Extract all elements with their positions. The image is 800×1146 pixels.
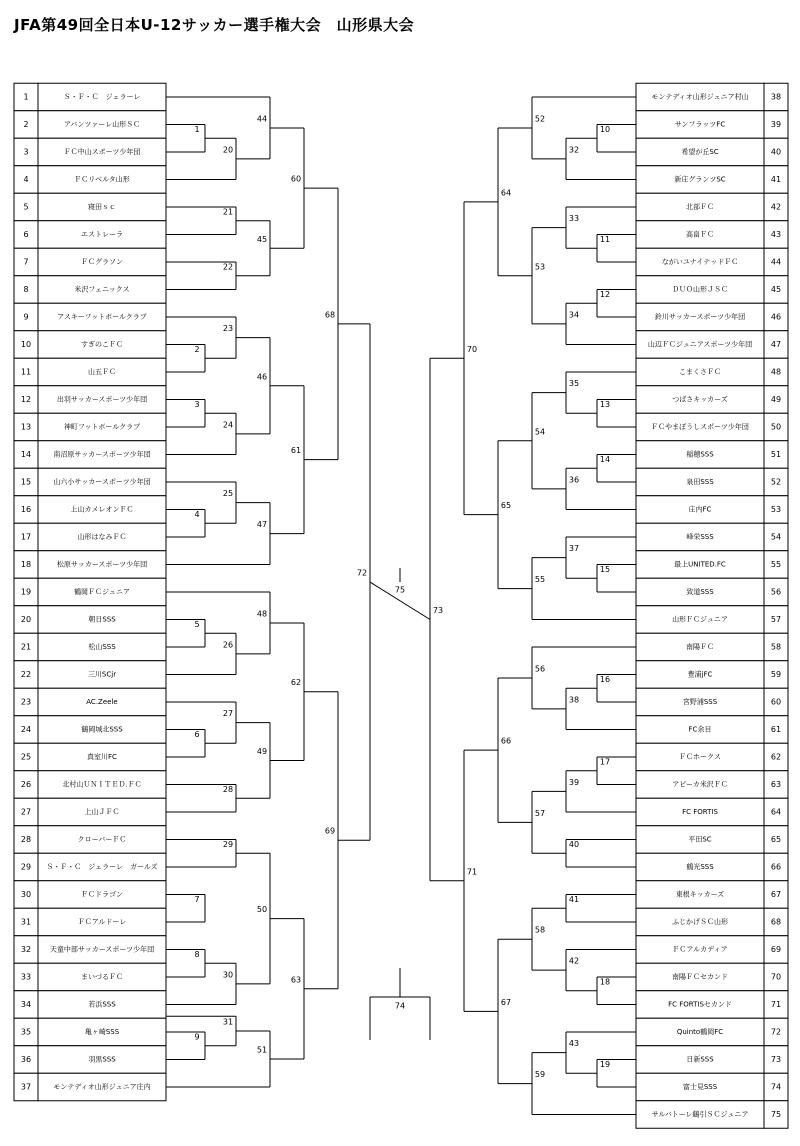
seed-number: 18: [20, 560, 32, 569]
seed-number: 62: [770, 752, 782, 762]
seed-number: 21: [20, 642, 32, 652]
seed-number: 57: [770, 615, 782, 624]
seed-number: 50: [770, 422, 782, 432]
match-number: 53: [534, 262, 546, 272]
seed-number: 14: [20, 450, 32, 459]
match-number: 16: [599, 674, 611, 684]
page-title: JFA第49回全日本U-12サッカー選手権大会 山形県大会: [14, 16, 415, 34]
seed-number: 1: [23, 92, 29, 102]
team-name: 山五ＦＣ: [88, 368, 116, 376]
seed-number: 75: [770, 1110, 782, 1119]
team-name: 鶴光SSS: [686, 863, 714, 871]
match-number: 22: [222, 262, 234, 272]
team-name: Quinto鶴岡FC: [676, 1028, 724, 1036]
team-name: 稲穂SSS: [686, 450, 714, 459]
match-number: 71: [466, 867, 478, 877]
seed-number: 69: [770, 945, 782, 954]
match-number: 31: [222, 1017, 234, 1027]
seed-number: 67: [770, 890, 782, 899]
team-name: 南陽ＦＣ: [686, 643, 714, 651]
seed-number: 46: [770, 312, 782, 322]
match-number: 50: [256, 905, 268, 915]
team-name: Ｓ・Ｆ・Ｃ ジェラーレ ガールズ: [46, 863, 158, 871]
seed-number: 3: [23, 147, 29, 157]
seed-number: 74: [770, 1082, 782, 1092]
match-number: 13: [599, 399, 611, 409]
match-number: 35: [568, 379, 580, 389]
seed-number: 11: [20, 367, 32, 377]
match-number: 10: [599, 124, 611, 134]
team-name: つばさキッカーズ: [672, 395, 728, 404]
match-number: 6: [194, 729, 200, 739]
team-name: アバンツァーレ山形ＳＣ: [63, 120, 141, 129]
team-name: ＦＣやまぼうしスポーツ少年団: [651, 423, 749, 431]
match-number: 1: [194, 124, 200, 134]
seed-number: 73: [770, 1055, 782, 1064]
team-name: 北村山ＵＮＩＴＥＤ.ＦＣ: [62, 780, 142, 789]
team-name: 寝田ｓｃ: [88, 203, 116, 211]
team-name: 東根キッカーズ: [675, 890, 725, 899]
team-name: 最上UNITED.FC: [674, 560, 726, 569]
seed-number: 27: [20, 807, 32, 817]
match-number: 49: [256, 746, 268, 756]
team-name: エストレーラ: [81, 230, 123, 239]
match-number: 62: [290, 678, 302, 688]
match-number: 74: [394, 1001, 406, 1011]
seed-number: 66: [770, 862, 782, 872]
match-number: 60: [290, 174, 302, 184]
team-name: ＦＣドラゴン: [81, 890, 123, 899]
seed-number: 13: [20, 422, 32, 432]
team-name: 致道SSS: [686, 588, 714, 596]
seed-number: 32: [20, 945, 32, 954]
match-number: 66: [500, 736, 512, 746]
seed-number: 19: [20, 587, 32, 597]
team-name: 希望が丘SC: [681, 148, 719, 156]
seed-number: 44: [770, 257, 782, 267]
team-name: 松原サッカースポーツ少年団: [56, 560, 148, 569]
match-number: 47: [256, 520, 268, 530]
match-number: 45: [256, 234, 268, 244]
match-number: 72: [356, 568, 368, 578]
match-number: 40: [568, 839, 580, 849]
match-number: 61: [290, 446, 302, 456]
seed-number: 40: [770, 147, 782, 157]
seed-number: 59: [770, 670, 782, 679]
seed-number: 20: [20, 615, 32, 624]
seed-number: 36: [20, 1055, 32, 1064]
match-number: 55: [534, 575, 546, 585]
team-name: アスキーフットボールクラブ: [57, 313, 147, 321]
match-number: 54: [534, 427, 546, 437]
team-name: 上山カメレオンＦＣ: [70, 505, 134, 514]
seed-number: 37: [20, 1082, 32, 1092]
team-name: 庄内FC: [688, 505, 712, 514]
team-name: すぎのこＦＣ: [81, 340, 123, 349]
seed-number: 70: [770, 972, 782, 982]
match-number: 37: [568, 544, 580, 554]
match-number: 15: [599, 564, 611, 574]
team-name: 天童中部サッカースポーツ少年団: [49, 945, 155, 954]
seed-number: 2: [23, 120, 29, 129]
team-name: 三川SCjr: [87, 670, 117, 679]
seed-number: 65: [770, 835, 782, 844]
match-number: 14: [599, 454, 611, 464]
team-name: 新庄グランツSC: [674, 175, 726, 184]
team-name: 山六小サッカースポーツ少年団: [53, 478, 151, 486]
team-name: モンテディオ山形ジュニア庄内: [53, 1083, 151, 1091]
team-name: 南沼原サッカースポーツ少年団: [53, 450, 151, 459]
team-name: 亀ヶ崎SSS: [84, 1028, 120, 1036]
team-name: ＦＣ中山スポーツ少年団: [63, 148, 141, 156]
match-number: 9: [194, 1032, 200, 1042]
match-number: 23: [222, 324, 234, 334]
team-name: ながいユナイテッドＦＣ: [661, 258, 739, 266]
team-name: 出羽サッカースポーツ少年団: [56, 395, 148, 404]
team-name: FC FORTISセカンド: [668, 1000, 732, 1009]
seed-number: 55: [770, 560, 782, 569]
match-number: 30: [222, 970, 234, 980]
team-name: 平田SC: [688, 835, 712, 844]
match-number: 33: [568, 214, 580, 224]
match-number: 28: [222, 784, 234, 794]
team-name: まいづるＦＣ: [81, 973, 123, 981]
team-name: モンテディオ山形ジュニア村山: [651, 93, 749, 101]
match-number: 12: [599, 289, 611, 299]
team-name: AC.Zeele: [86, 698, 118, 706]
seed-number: 42: [770, 202, 782, 212]
match-number: 67: [500, 997, 512, 1007]
seed-number: 28: [20, 835, 32, 844]
team-name: 山形ＦＣジュニア: [672, 615, 728, 624]
team-name: 米沢フェニックス: [74, 285, 130, 294]
seed-number: 53: [770, 505, 782, 514]
match-number: 25: [222, 489, 234, 499]
match-number: 38: [568, 695, 580, 705]
seed-number: 9: [23, 312, 29, 322]
seed-number: 48: [770, 367, 782, 377]
team-name: 泉田SSS: [686, 478, 714, 486]
seed-number: 41: [770, 175, 782, 184]
seed-number: 24: [20, 725, 32, 734]
match-number: 56: [534, 664, 546, 674]
seed-number: 12: [20, 395, 32, 404]
team-name: クローバーＦＣ: [77, 835, 127, 844]
team-name: ＦＣホークス: [679, 753, 721, 761]
match-number: 26: [222, 640, 234, 650]
match-number: 46: [256, 372, 268, 382]
match-number: 32: [568, 145, 580, 155]
team-name: 豊浦jFC: [687, 670, 713, 679]
match-number: 73: [432, 606, 444, 615]
match-number: 58: [534, 925, 546, 935]
seed-number: 29: [20, 862, 32, 872]
seed-number: 52: [770, 477, 782, 487]
seed-number: 43: [770, 230, 782, 239]
team-name: サンフラッツFC: [674, 120, 726, 129]
seed-number: 17: [20, 532, 32, 542]
team-name: FC FORTIS: [682, 808, 718, 816]
team-name: 山辺ＦＣジュニアスポーツ少年団: [647, 340, 753, 349]
match-number: 70: [466, 344, 478, 354]
team-name: 鶴岡城北SSS: [81, 725, 123, 734]
match-number: 4: [194, 509, 200, 519]
team-name: 宮野浦SSS: [682, 698, 718, 706]
seed-number: 68: [770, 917, 782, 927]
match-number: 20: [222, 145, 234, 155]
team-name: 鈴川サッカースポーツ少年団: [654, 313, 746, 321]
team-name: こまくさＦＣ: [679, 368, 721, 376]
match-number: 34: [568, 310, 580, 320]
match-number: 27: [222, 709, 234, 719]
seed-number: 6: [23, 230, 29, 239]
team-name: ＤＵＯ山形ＪＳＣ: [672, 285, 728, 294]
team-name: 南陽ＦＣセカンド: [672, 973, 728, 981]
team-name: 峰栄SSS: [686, 533, 714, 541]
match-number: 39: [568, 777, 580, 787]
match-number: 36: [568, 475, 580, 485]
seed-number: 54: [770, 532, 782, 542]
match-number: 17: [599, 757, 611, 767]
seed-number: 58: [770, 642, 782, 652]
match-number: 57: [534, 808, 546, 818]
seed-number: 35: [20, 1027, 32, 1037]
match-number: 24: [222, 420, 234, 430]
team-name: 山形はなみＦＣ: [77, 533, 127, 541]
team-name: 富士見SSS: [682, 1083, 718, 1091]
match-number: 41: [568, 894, 580, 904]
seed-number: 49: [770, 395, 782, 404]
match-number: 5: [194, 619, 200, 629]
team-name: ＦＣアルカディア: [672, 945, 728, 954]
seed-number: 7: [23, 257, 29, 267]
team-name: サルバトーレ鶴引ＳＣジュニア: [651, 1110, 749, 1119]
team-name: 日新SSS: [686, 1055, 714, 1064]
match-number: 69: [324, 826, 336, 836]
match-number: 8: [194, 949, 200, 959]
match-number: 48: [256, 609, 268, 619]
team-name: 若浜SSS: [88, 1000, 116, 1009]
team-name: アビーカ米沢ＦＣ: [672, 780, 728, 789]
match-number: 43: [568, 1039, 580, 1049]
seed-number: 56: [770, 587, 782, 597]
team-name: 北部ＦＣ: [686, 203, 714, 211]
match-number: 68: [324, 310, 336, 320]
match-number: 42: [568, 956, 580, 966]
team-name: FC余目: [688, 725, 712, 734]
seed-number: 33: [20, 972, 32, 982]
seed-number: 15: [20, 477, 32, 487]
match-number: 7: [194, 894, 200, 904]
match-number: 64: [500, 188, 512, 198]
seed-number: 31: [20, 917, 32, 927]
match-number: 65: [500, 501, 512, 511]
team-name: 松山SSS: [88, 643, 116, 651]
seed-number: 26: [20, 780, 32, 789]
seed-number: 22: [20, 670, 32, 679]
team-name: Ｓ・Ｆ・Ｃ ジェラーレ: [63, 93, 141, 101]
seed-number: 60: [770, 697, 782, 707]
team-name: 真室川FC: [87, 753, 117, 761]
seed-number: 23: [20, 697, 32, 707]
match-number: 59: [534, 1070, 546, 1080]
seed-number: 8: [23, 285, 29, 294]
match-number: 75: [394, 585, 406, 595]
match-number: 18: [599, 977, 611, 987]
match-number: 52: [534, 114, 546, 124]
seed-number: 25: [20, 752, 32, 762]
team-name: ふじかげＳＣ山形: [672, 918, 728, 926]
match-number: 3: [194, 399, 200, 409]
seed-number: 39: [770, 120, 782, 129]
seed-number: 30: [20, 890, 32, 899]
seed-number: 38: [770, 92, 782, 102]
seed-number: 4: [23, 175, 29, 184]
match-number: 51: [256, 1045, 268, 1055]
seed-number: 51: [770, 450, 782, 459]
seed-number: 63: [770, 780, 782, 789]
team-name: 上山ＪＦＣ: [84, 808, 120, 816]
team-name: 鶴岡ＦＣジュニア: [74, 588, 130, 596]
team-name: 朝日SSS: [88, 615, 116, 624]
seed-number: 34: [20, 1000, 32, 1009]
team-name: ＦＣグラソン: [81, 258, 123, 266]
seed-number: 72: [770, 1027, 782, 1037]
match-number: 63: [290, 975, 302, 985]
match-number: 21: [222, 207, 234, 217]
team-name: ＦＣアルドーレ: [77, 918, 127, 926]
seed-number: 5: [23, 202, 29, 212]
match-number: 29: [222, 839, 234, 849]
seed-number: 45: [770, 285, 782, 294]
team-name: 羽黒SSS: [88, 1055, 116, 1064]
team-name: 神町フットボールクラブ: [63, 423, 141, 431]
seed-number: 16: [20, 505, 32, 514]
seed-number: 71: [770, 1000, 782, 1009]
team-name: 高畠ＦＣ: [686, 230, 714, 239]
seed-number: 10: [20, 340, 32, 349]
team-name: ＦＣリベルタ山形: [74, 175, 130, 184]
match-number: 19: [599, 1059, 611, 1069]
seed-number: 47: [770, 340, 782, 349]
match-number: 11: [599, 234, 611, 244]
seed-number: 64: [770, 807, 782, 817]
match-number: 44: [256, 114, 268, 124]
match-number: 2: [194, 344, 200, 354]
seed-number: 61: [770, 725, 782, 734]
